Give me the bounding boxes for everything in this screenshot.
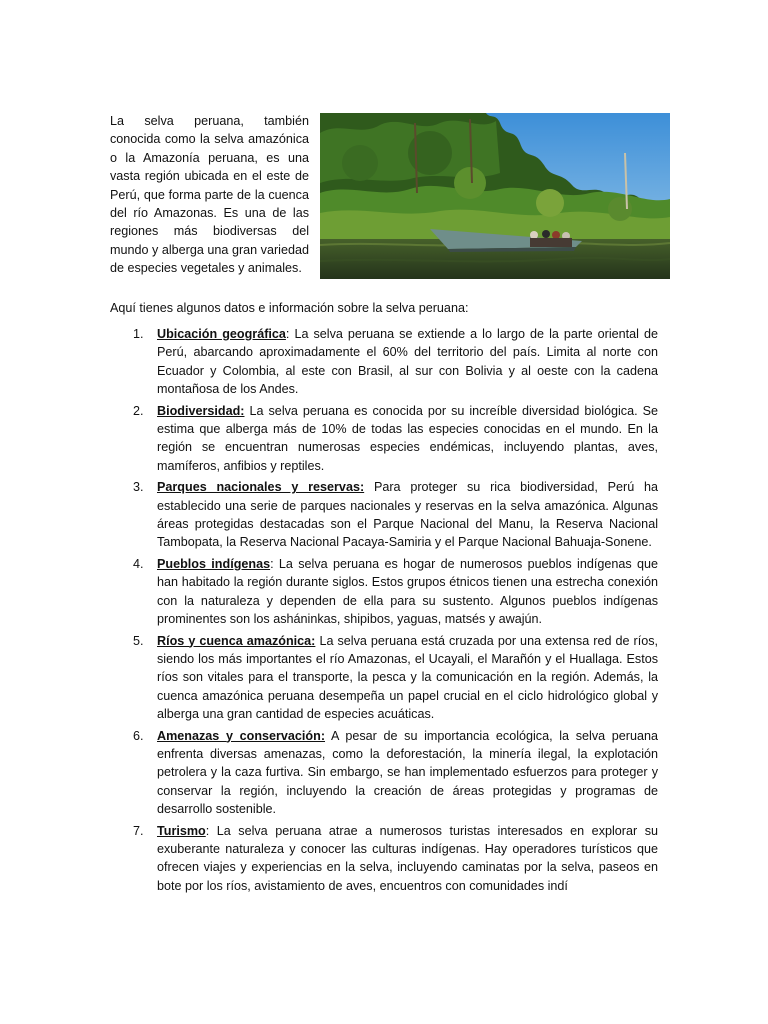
item-number: 2. xyxy=(133,403,144,418)
fact-item-1: 1. Ubicación geográfica: La selva peruana se extiende a lo largo de la parte oriental de Perú, abarcando aproximadamente el 60% del territorio del país. Limita al norte con Ecuador y Colombia, al este con Brasil, al sur con Bolivia y al oeste con la cadena montañosa de los Andes. xyxy=(133,327,658,397)
item-number: 5. xyxy=(133,633,144,648)
item-term: Turismo xyxy=(157,823,206,838)
intro-paragraph: La selva peruana, también conocida como la selva amazónica o la Amazonía peruana, es una vasta región ubicada en el este de Perú, que forma parte de la cuenca del río Amazonas. Es una de las regiones más biodiversas del mundo y alberga una gran variedad de especies vegetales y animales. xyxy=(110,114,309,276)
fact-item-4: 4. Pueblos indígenas: La selva peruana es hogar de numerosos pueblos indígenas que han habitado la región durante siglos. Estos grupos étnicos tienen una estrecha conexión con la naturaleza y dependen de ella para su sustento. Algunos pueblos indígenas prominentes son los asháninkas, shipibos, yaguas, matsés y awajún. xyxy=(133,556,659,627)
item-term: Pueblos indígenas xyxy=(157,556,271,571)
amazon-river-photo xyxy=(320,113,670,279)
item-text: La selva peruana atrae a numerosos turistas interesados en explorar su exuberante naturaleza y conocer las culturas indígenas. Hay operadores turísticos que ofrecen viajes y experiencias en la selva, incluyendo caminatas por la selva, paseos en bote por los ríos, avistamiento de aves, encuentros con comunidades indí xyxy=(157,823,658,893)
item-number: 4. xyxy=(133,556,144,571)
item-text: A pesar de su importancia ecológica, la selva peruana enfrenta diversas amenazas, como la deforestación, la minería ilegal, la explotación petrolera y la caza furtiva. Sin embargo, se han implementado esfuerzos para proteger y conservar la región, incluyendo la creación de áreas protegidas y programas de desarrollo sostenible. xyxy=(157,728,658,817)
item-text: Para proteger su rica biodiversidad, Perú ha establecido una serie de parques nacionales y reservas en la selva amazónica. Algunas áreas protegidas destacadas son el Parque Nacional del Manu, la Reserva Nacional Tambopata, la Reserva Nacional Pacaya-Samiria y el Parque Nacional Bahuaja-Sonene. xyxy=(157,480,659,550)
item-term: Ríos y cuenca amazónica: xyxy=(157,633,316,648)
item-text: La selva peruana está cruzada por una extensa red de ríos, siendo los más importantes el río Amazonas, el Ucayali, el Marañón y el Huallaga. Estos ríos son vitales para el transporte, la pesca y la comunicación en la región. Además, la cuenca amazónica peruana desempeña un papel crucial en el ciclo hidrológico global y alberga una gran cantidad de especies acuáticas. xyxy=(157,633,659,722)
fact-item-3 xyxy=(110,478,658,552)
list-intro: Aquí tienes algunos datos e información sobre la selva peruana: xyxy=(110,301,469,315)
item-text: La selva peruana es hogar de numerosos pueblos indígenas que han habitado la región durante siglos. Estos grupos étnicos tienen una estrecha conexión con la naturaleza y dependen de ella para su sustento. Algunos pueblos indígenas prominentes son los asháninkas, shipibos, yaguas, matsés y awajún. xyxy=(157,556,659,627)
item-text: La selva peruana es conocida por su increíble diversidad biológica. Se estima que alberga más de 10% de todas las especies conocidas en el mundo. En la región se encuentran numerosas especies endémicas, incluyendo plantas, aves, mamíferos, anfibios y reptiles. xyxy=(157,403,659,473)
item-number: 3. xyxy=(133,480,144,495)
fact-item-5 xyxy=(110,632,658,724)
item-text: La selva peruana se extiende a lo largo de la parte oriental de Perú, abarcando aproximadamente el 60% del territorio del país. Limita al norte con Ecuador y Colombia, al este con Brasil, al sur con Bolivia y al oeste con la cadena montañosa de los Andes. xyxy=(157,327,658,397)
item-number: 6. xyxy=(133,728,144,743)
fact-item-7: 7. Turismo: La selva peruana atrae a numerosos turistas interesados en explorar su exuberante naturaleza y conocer las culturas indígenas. Hay operadores turísticos que ofrecen viajes y experiencias en la selva, incluyendo caminatas por la selva, paseos en bote por los ríos, avistamiento de aves, encuentros con comunidades indí xyxy=(133,823,658,893)
item-number: 7. xyxy=(133,823,144,838)
facts-list xyxy=(110,325,658,898)
fact-item-6 xyxy=(110,727,658,819)
item-term: Biodiversidad: xyxy=(157,403,245,418)
fact-item-2 xyxy=(110,402,658,476)
item-term: Amenazas y conservación: xyxy=(157,728,326,743)
item-term: Parques nacionales y reservas: xyxy=(157,480,365,495)
item-number: 1. xyxy=(133,327,144,341)
item-term: Ubicación geográfica xyxy=(157,327,286,341)
